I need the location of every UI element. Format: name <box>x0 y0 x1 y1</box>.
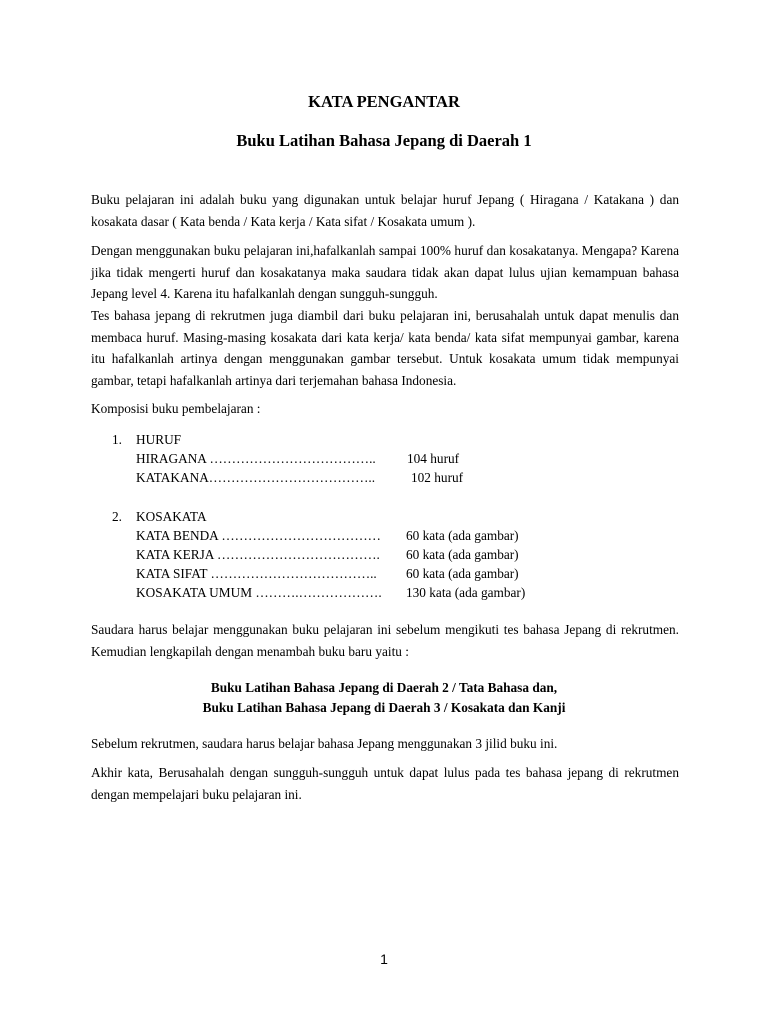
list-item <box>136 585 556 605</box>
item-value: 60 kata (ada gambar) <box>406 566 519 581</box>
list-item <box>136 451 556 471</box>
item-label: KATA SIFAT ……………………………….. <box>136 566 377 581</box>
list-item <box>136 566 556 586</box>
page-number: 1 <box>380 951 388 967</box>
list-item <box>136 547 556 567</box>
item-label: KOSAKATA UMUM ……….………………. <box>136 585 382 600</box>
list-heading: KOSAKATA <box>136 509 207 524</box>
page-title: KATA PENGANTAR <box>308 92 460 111</box>
item-value: 102 huruf <box>411 470 464 485</box>
item-label: HIRAGANA ……………………………….. <box>136 451 376 466</box>
three-volumes-paragraph: Sebelum rekrutmen, saudara harus belajar bahasa Jepang menggunakan 3 jilid buku ini. <box>91 736 558 751</box>
intro-paragraph: Buku pelajaran ini adalah buku yang digunakan untuk belajar huruf Jepang ( Hiragana / Katakana ) dan kosakata dasar ( Kata benda / Kata kerja / Kata sifat / Kosakata umum ). <box>91 192 679 229</box>
closing-paragraph: Akhir kata, Berusahalah dengan sungguh-sungguh untuk dapat lulus pada tes bahasa jepang di rekrutmen dengan mempelajari buku pelajaran ini. <box>91 765 679 802</box>
list-number: 2. <box>112 509 122 524</box>
recruitment-paragraph: Saudara harus belajar menggunakan buku pelajaran ini sebelum mengikuti tes bahasa Jepang di rekrutmen. Kemudian lengkapilah dengan menambah buku baru yaitu : <box>91 622 679 659</box>
list-number: 1. <box>112 432 122 447</box>
item-label: KATA KERJA ………………………………. <box>136 547 380 562</box>
list-heading: HURUF <box>136 432 182 447</box>
item-label: KATA BENDA ……………………………… <box>136 528 381 543</box>
item-value: 104 huruf <box>407 451 460 466</box>
item-value: 130 kata (ada gambar) <box>406 585 526 600</box>
composition-heading: Komposisi buku pembelajaran : <box>91 401 261 416</box>
page-subtitle: Buku Latihan Bahasa Jepang di Daerah 1 <box>236 131 532 150</box>
additional-book-2: Buku Latihan Bahasa Jepang di Daerah 3 / Kosakata dan Kanji <box>202 700 566 715</box>
item-label: KATAKANA……………………………….. <box>136 470 376 485</box>
item-value: 60 kata (ada gambar) <box>406 528 519 543</box>
item-value: 60 kata (ada gambar) <box>406 547 519 562</box>
list-item <box>136 470 556 490</box>
test-paragraph: Tes bahasa jepang di rekrutmen juga diambil dari buku pelajaran ini, berusahalah untuk dapat menulis dan membaca huruf. Masing-masing kosakata dari kata kerja/ kata benda/ kata sifat mempunyai gambar, karena itu hafalkanlah artinya dengan menggunakan gambar tersebut. Untuk kosakata umum tidak mempunyai gambar, tetapi hafalkanlah artinya dari terjemahan bahasa Indonesia. <box>91 308 679 388</box>
additional-book-1: Buku Latihan Bahasa Jepang di Daerah 2 / Tata Bahasa dan, <box>210 680 558 695</box>
list-item <box>136 528 556 548</box>
memorize-paragraph: Dengan menggunakan buku pelajaran ini,hafalkanlah sampai 100% huruf dan kosakatanya. Mengapa? Karena jika tidak mengerti huruf dan kosakatanya maka saudara tidak akan dapat lulus ujian kemampuan bahasa Jepang level 4. Karena itu hafalkanlah dengan sungguh-sungguh. <box>91 243 679 301</box>
